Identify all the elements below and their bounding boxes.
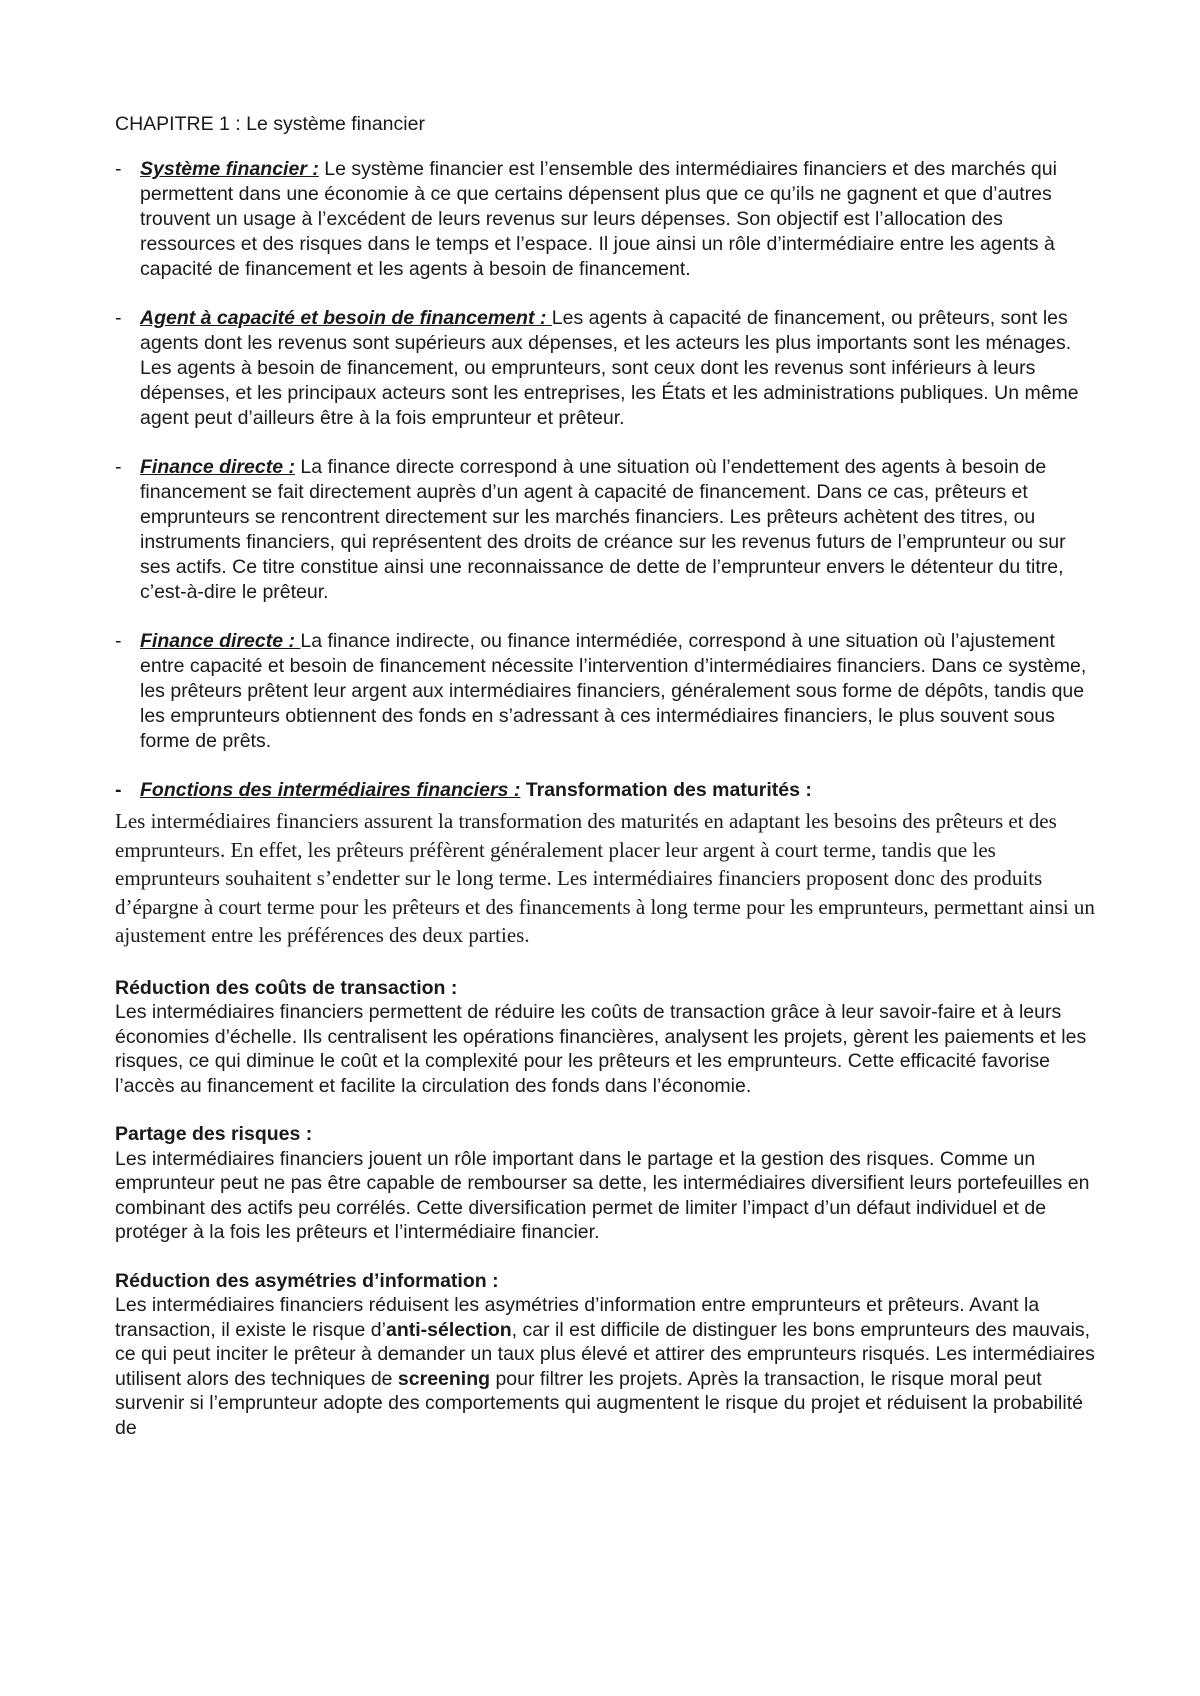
section-text: Les intermédiaires financiers jouent un rôle important dans le partage et la gestion des risques. Comme un emprunteur peut ne pas être capable de rembourser sa dette, les intermédiaires diversifient leurs portefeuilles en combinant des actifs peu corrélés. Cette diversification permet de limiter l’impact d’un défaut individuel et de protéger à la fois les prêteurs et l’intermédiaire financier. [115,1147,1090,1243]
definition-term: Agent à capacité et besoin de financement : [140,307,552,329]
paragraph-maturites: Les intermédiaires financiers assurent la transformation des maturités en adaptant les besoins des prêteurs et des emprunteurs. En effet, les prêteurs préfèrent généralement placer leur argent à court terme, tandis que les emprunteurs souhaitent s’endetter sur le long terme. Les intermédiaires financiers proposent donc des produits d’épargne à court terme pour les prêteurs et des financements à long terme pour les emprunteurs, permettant ainsi un ajustement entre les préférences des deux parties. [115,809,1095,947]
keyword-screening: screening [397,1367,491,1390]
chapter-title: CHAPITRE 1 : Le système financier [115,113,425,135]
definition-item-systeme-financier [115,157,1100,282]
definition-item-agents [115,306,1100,431]
section-heading: Réduction des asymétries d’information : [115,1269,499,1292]
definition-item-finance-directe [115,455,1100,605]
section-partage-risques [115,1122,1100,1245]
bullet-dash: - [115,158,122,180]
definition-text: La finance directe correspond à une situation où l’endettement des agents à besoin de financement se fait directement auprès d’un agent à capacité de financement. Dans ce cas, prêteurs et emprunteurs se rencontrent directement sur les marchés financiers. Les prêteurs achètent des titres, ou instruments financiers, qui représentent des droits de créance sur les revenus futurs de l’emprunteur ou sur ses actifs. Ce titre constitue ainsi une reconnaissance de dette de l’emprunteur envers le détenteur du titre, c’est-à-dire le prêteur. [140,456,1066,603]
definition-text: La finance indirecte, ou finance intermédiée, correspond à une situation où l’ajustement entre capacité et besoin de financement nécessite l’intervention d’intermédiaires financiers. Dans ce système, les prêteurs prêtent leur argent aux intermédiaires financiers, généralement sous forme de dépôts, tandis que les emprunteurs obtiennent des fonds en s’adressant à ces intermédiaires financiers, le plus souvent sous forme de prêts. [140,630,1087,752]
definition-item-fonctions [115,778,1100,803]
section-text: Les intermédiaires financiers réduisent les asymétries d’information entre emprunteurs et prêteurs. Avant la transaction, il existe le risque d’ [115,1294,1040,1341]
section-heading: Réduction des coûts de transaction : [115,976,458,999]
section-text: Les intermédiaires financiers permettent de réduire les coûts de transaction grâce à leur savoir-faire et à leurs économies d’échelle. Ils centralisent les opérations financières, analysent les projets, gèrent les paiements et les risques, ce qui diminue le coût et la complexité pour les prêteurs et les emprunteurs. Cette efficacité favorise l’accès au financement et facilite la circulation des fonds dans l’économie. [115,1001,1087,1097]
definition-item-finance-indirecte [115,629,1100,754]
bullet-dash: - [115,779,122,801]
section-text: pour filtrer les projets. Après la transaction, le risque moral peut survenir si l’emprunteur adopte des comportements qui augmentent le risque du projet et réduisent la probabilité de [115,1367,1083,1439]
section-couts-transaction [115,976,1100,1099]
definition-text: Le système financier est l’ensemble des intermédiaires financiers et des marchés qui permettent dans une économie à ce que certains dépensent plus que ce qu’ils ne gagnent et que d’autres trouvent un usage à l’excédent de leurs revenus sur leurs dépenses. Son objectif est l’allocation des ressources et des risques dans le temps et l’espace. Il joue ainsi un rôle d’intermédiaire entre les agents à capacité de financement et les agents à besoin de financement. [140,158,1057,280]
definition-term: Finance directe : [140,456,295,478]
section-heading: Partage des risques : [115,1123,313,1145]
section-heading-maturites: Transformation des maturités : [520,779,812,801]
definition-term: Finance directe : [140,630,301,652]
bullet-dash: - [115,630,122,652]
section-text: , car il est difficile de distinguer les bons emprunteurs des mauvais, ce qui peut inciter le prêteur à demander un taux plus élevé et attirer des emprunteurs risqués. Les intermédiaires utilisent alors des techniques de [115,1318,1095,1390]
keyword-anti-selection: anti-sélection [385,1318,512,1341]
definition-term: Système financier : [140,158,319,180]
definition-text: Les agents à capacité de financement, ou prêteurs, sont les agents dont les revenus sont supérieurs aux dépenses, et les acteurs les plus importants sont les ménages. Les agents à besoin de financement, ou emprunteurs, sont ceux dont les revenus sont inférieurs à leurs dépenses, et les principaux acteurs sont les entreprises, les États et les administrations publiques. Un même agent peut d’ailleurs être à la fois emprunteur et prêteur. [140,307,1079,429]
section-asymetries [115,1269,1100,1441]
definition-term: Fonctions des intermédiaires financiers : [140,779,521,801]
bullet-dash: - [115,307,122,329]
bullet-dash: - [115,456,122,478]
